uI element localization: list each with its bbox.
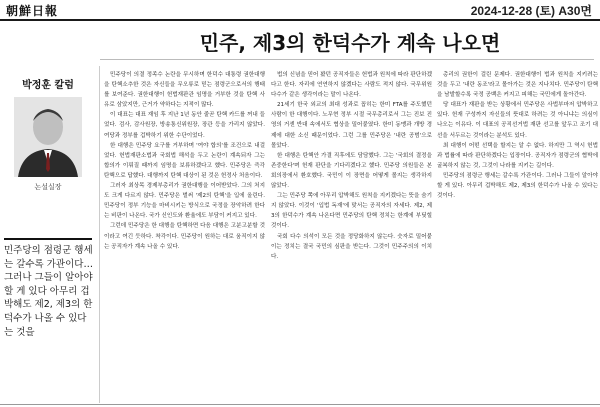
paragraph: 총리의 권한이 걸린 문제다. 권한대행이 법과 원칙을 지키려는 것을 두고 '내란 동조'라고 몰아가는 것은 지나치다. 민주당이 탄핵을 남발할수록 국정 공백은 커지고 피해는 국민에게 돌아간다. [437, 72, 598, 99]
headline-rule [100, 59, 594, 60]
body-column-2 [271, 70, 432, 404]
paragraph: 21세기 한국 외교의 최대 성과로 꼽히는 한미 FTA를 주도했던 사람이 한 대행이다. 노무현 정부 시절 국무총리로서 그는 진보 진영의 거센 반대 속에서도 협상을 밀어붙였다. 한미 동맹과 개방 경제에 대한 소신 때문이었다. 그런 그를 민주당은 '내란 공범'으로 몰았다. [271, 102, 432, 149]
page-title: 민주, 제3의 한덕수가 계속 나오면 [199, 31, 501, 55]
paragraph: 당 대표가 재판을 받는 상황에서 민주당은 사법부마저 압박하고 있다. 헌재 구성까지 자신들의 뜻대로 하려는 것 아니냐는 의심이 나오는 이유다. 이 대표의 공직선거법 재판 선고를 앞두고 조기 대선을 서두르는 것이라는 분석도 있다. [437, 102, 598, 139]
pull-quote-rule [4, 238, 92, 240]
author-role: 논설실장 [34, 183, 62, 191]
paragraph: 그러자 최상목 경제부총리가 권한대행을 이어받았다. 그의 처지도 크게 다르지 않다. 민주당은 벌써 '제2의 탄핵'을 입에 올린다. 민주당이 정부 기능을 마비시키는 방식으로 국정을 장악하려 한다는 비판이 나온다. 국가 신인도와 환율에도 부담이 커지고 있다. [104, 183, 265, 220]
paragraph: 이 대표는 대표 재임 후 지난 1년 동안 줄곧 탄핵 카드를 꺼내 들었다. 검사, 감사원장, 방송통신위원장, 장관 등을 가리지 않았다. 여당과 정부를 겁박하기 위한 수단이었다. [104, 112, 265, 139]
paragraph: 법의 신념을 믿어 봤던 공직자들은 헌법과 원칙에 따라 판단하겠다고 한다. 자리에 연연하지 않겠다는 사람도 적지 않다. 국무위원 다수가 같은 생각이라는 말이 나온다. [271, 72, 432, 99]
paragraph: 한 대행은 탄핵안 가결 직후에도 담담했다. 그는 '국회의 결정을 존중한다'며 헌재 판단을 기다리겠다고 했다. 민주당 의원들은 본회의장에서 환호했다. 국민이 이 장면을 어떻게 볼지는 생각하지 않았다. [271, 152, 432, 190]
body-column-1 [104, 70, 265, 404]
body-column-3 [437, 70, 598, 404]
paragraph: 한 대행은 민주당 요구를 거부하며 '여야 합의'를 조건으로 내걸었다. 헌법재판소법과 국회법 해석을 두고 논란이 계속되자 그는 합의가 이뤄질 때까지 임명을 보류하겠다고 했다. 민주당은 즉각 탄핵으로 답했다. 대행까지 탄핵 대상이 된 것은 헌정사 처음이다. [104, 142, 265, 179]
paragraph: 그런데 민주당은 한 대행을 탄핵하면 다음 대행은 고분고분할 것이라고 여긴 듯하다. 착각이다. 민주당이 원하는 대로 움직이지 않는 공직자가 계속 나올 수 있다. [104, 223, 265, 250]
author-photo [14, 97, 82, 177]
paragraph: 최 대행이 어떤 선택을 할지는 알 수 없다. 하지만 그 역시 헌법과 법률에 따라 판단하겠다는 입장이다. 공직자가 점령군의 협박에 굴복하지 않는 것, 그것이 나라를 지키는 길이다. [437, 142, 598, 169]
paragraph: 민주당이 의결 정족수 논란을 무시하며 한덕수 대통령 권한대행을 탄핵소추한 것은 자신들을 무오류로 믿는 점령군으로서의 행태를 보여준다. 권한대행이 헌법재판관 임명을 거부한 것을 탄핵 사유로 삼았지만, 근거가 약하다는 지적이 많다. [104, 72, 265, 109]
page-bottom-rule [0, 404, 600, 405]
column-title: 박정훈 칼럼 [22, 80, 74, 91]
paragraph: 그는 민주당 쪽에 아무리 압박해도 원칙을 지키겠다는 뜻을 숨기지 않았다. 이것이 '입법 독재'에 맞서는 공직자의 자세다. 제2, 제3의 한덕수가 계속 나온다면 민주당의 탄핵 정치는 한계에 부딪힐 것이다. [271, 193, 432, 230]
dateline: 2024-12-28 (토) A30면 [470, 4, 592, 18]
column-divider [99, 66, 100, 403]
paragraph: 국회 다수 의석이 모든 것을 정당화하지 않는다. 숫자로 밀어붙이는 정치는 결국 국민의 심판을 받는다. 그것이 민주주의의 이치다. [271, 233, 432, 260]
masthead-rule [0, 19, 600, 21]
newspaper-logo: 朝鮮日報 [6, 4, 59, 18]
author-portrait-icon [14, 97, 82, 177]
paragraph: 민주당의 점령군 행세는 갈수록 가관이다. 그러나 그들이 알아야 할 게 있다. 아무리 겁박해도 제2, 제3의 한덕수가 나올 수 있다는 것이다. [437, 172, 598, 200]
pull-quote: 민주당의 점령군 행세는 갈수록 가관이다… 그러나 그들이 알아야 할 게 있다 아무리 겁박해도 제2, 제3의 한덕수가 나올 수 있다는 것을 [4, 245, 93, 338]
masthead [0, 0, 600, 20]
